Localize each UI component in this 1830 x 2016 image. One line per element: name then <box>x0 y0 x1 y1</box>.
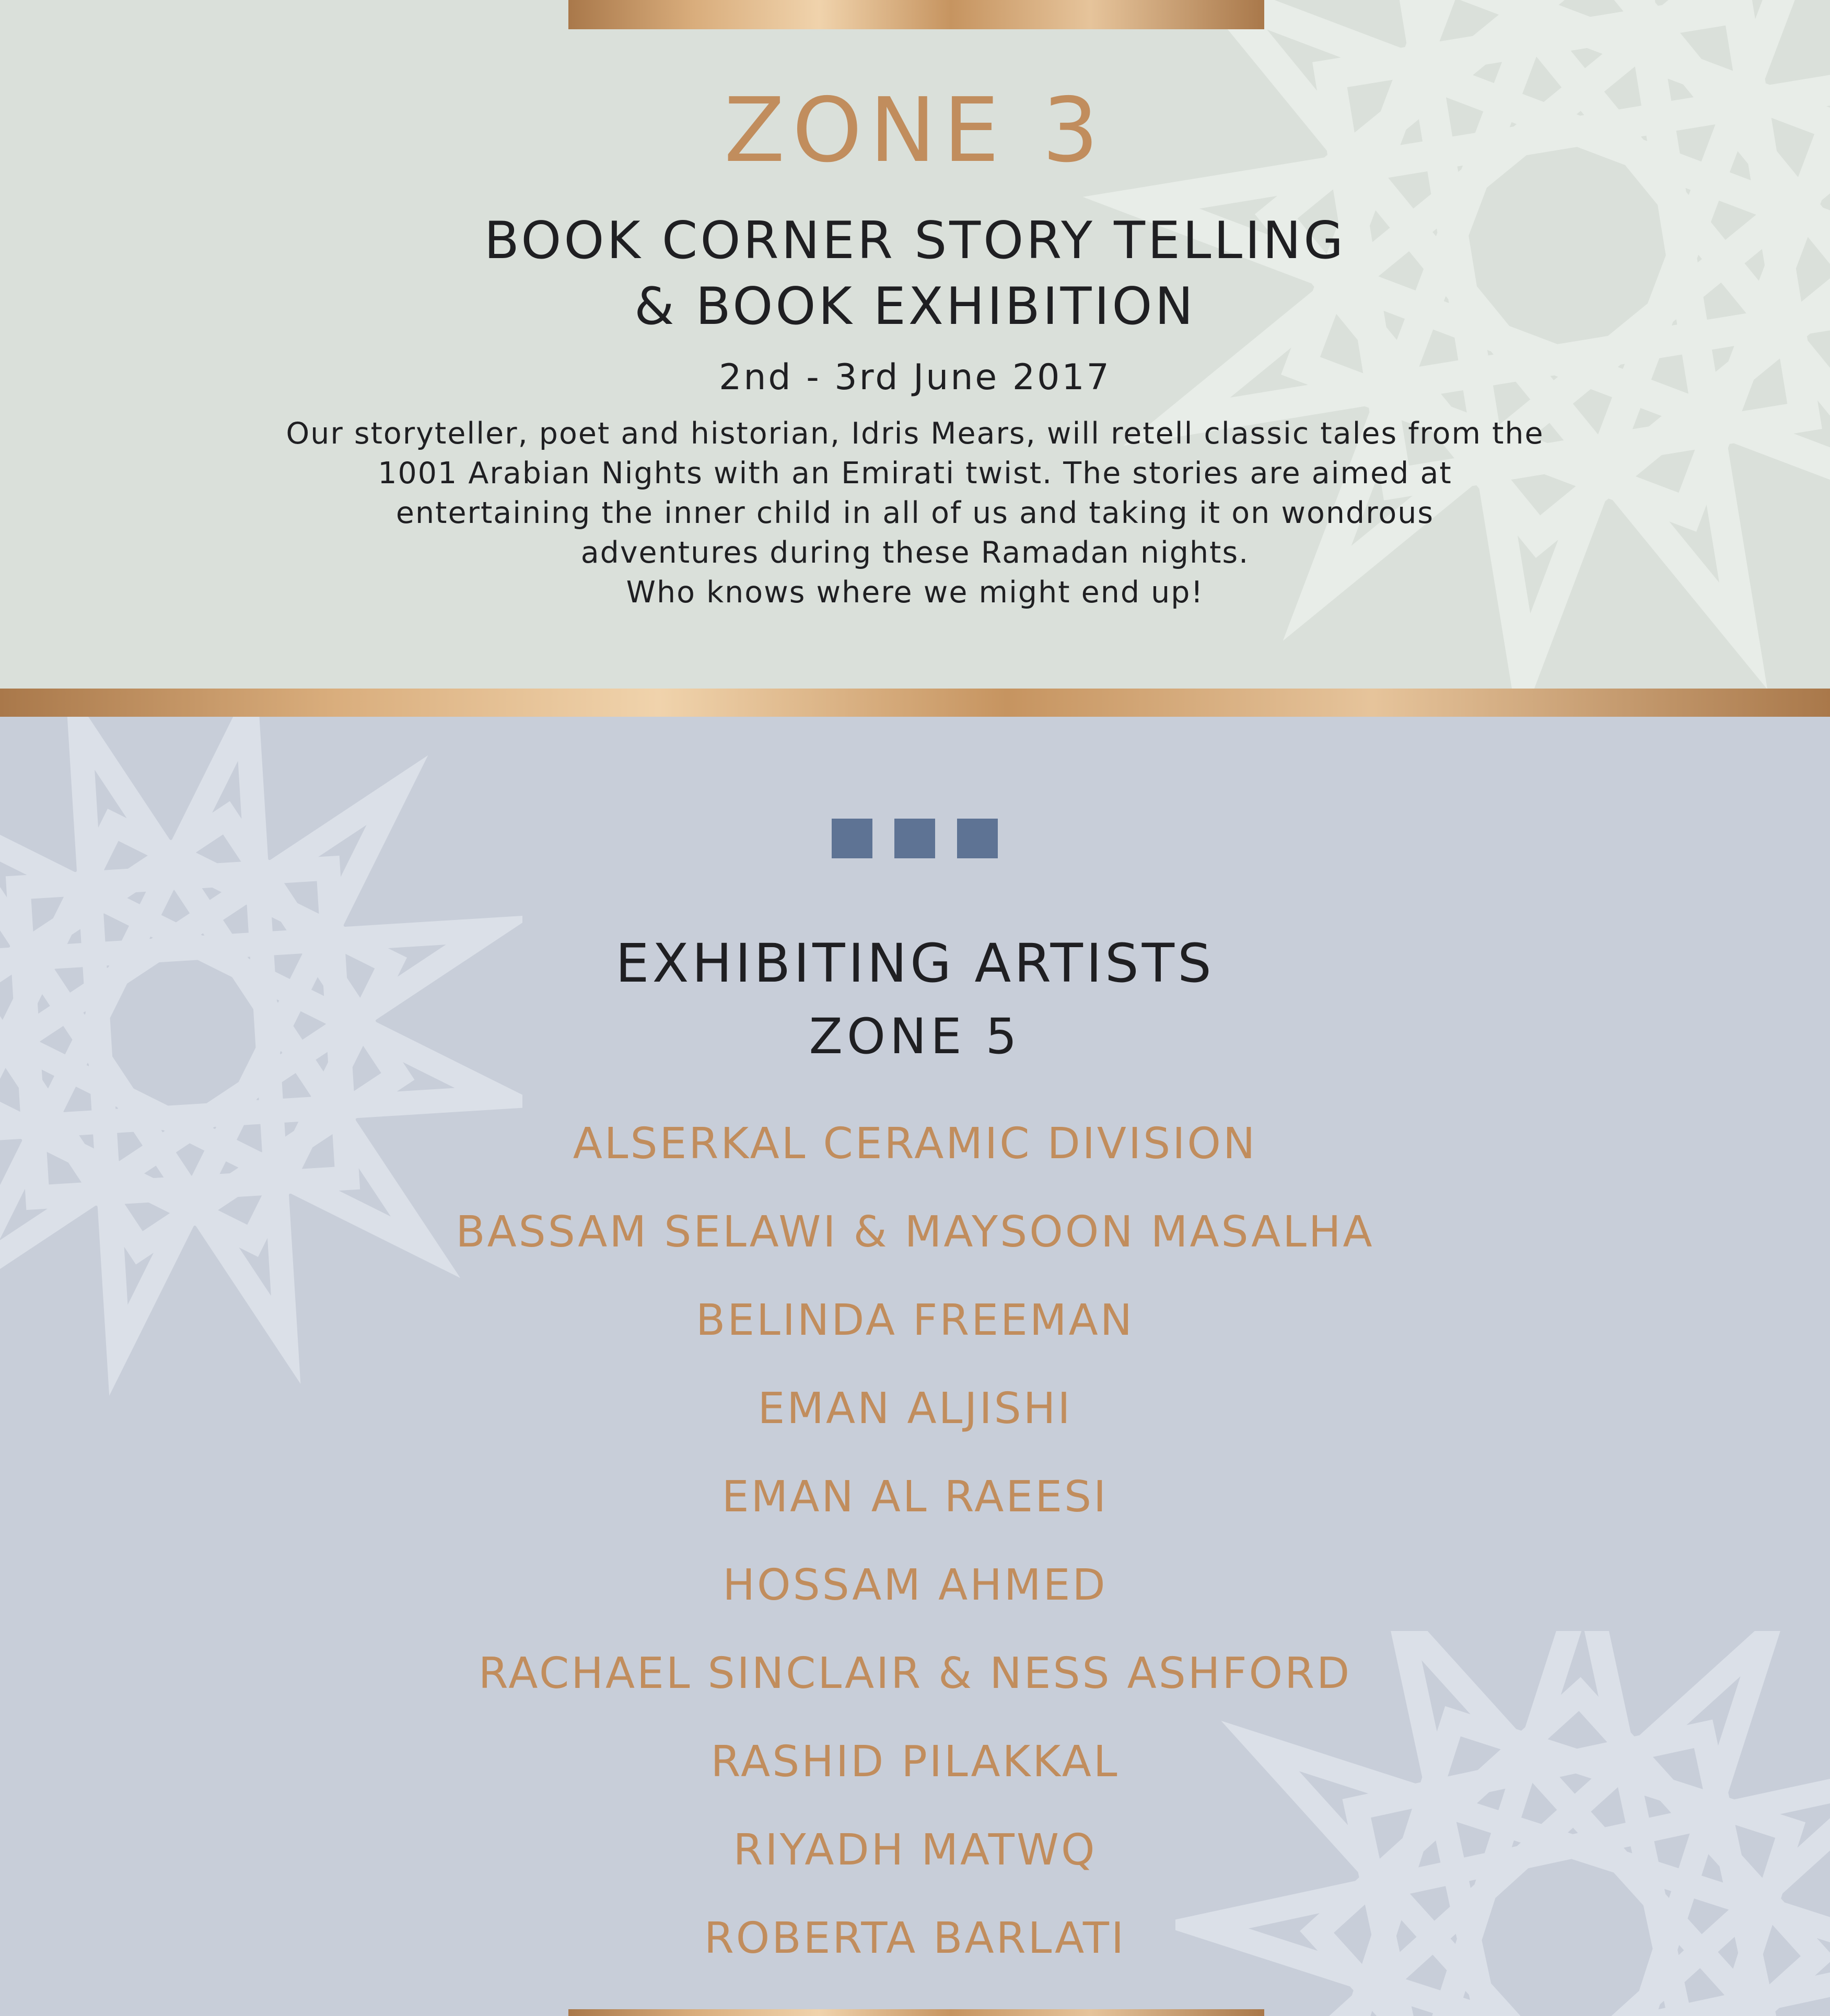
artist-list <box>0 1118 1830 2001</box>
description-line: adventures during these Ramadan nights. <box>580 535 1250 570</box>
description-line: 1001 Arabian Nights with an Emirati twist. The stories are aimed at <box>378 456 1452 491</box>
zone3-section <box>0 0 1830 689</box>
artist-name: RIYADH MATWQ <box>733 1825 1097 1875</box>
square-icon <box>957 819 998 858</box>
square-icon <box>894 819 935 858</box>
artist-name: HOSSAM AHMED <box>722 1560 1108 1610</box>
artist-name: ALSERKAL CERAMIC DIVISION <box>573 1119 1257 1169</box>
three-squares-icon <box>832 819 998 858</box>
gold-bar-bottom <box>568 2009 1264 2016</box>
gold-divider-band <box>0 689 1830 717</box>
gold-bar-top <box>568 0 1264 29</box>
artist-name: BELINDA FREEMAN <box>695 1296 1135 1345</box>
event-title-line-1: BOOK CORNER STORY TELLING <box>484 211 1346 271</box>
event-date: 2nd - 3rd June 2017 <box>719 357 1111 398</box>
event-title-line-2: & BOOK EXHIBITION <box>634 277 1196 336</box>
artist-name: BASSAM SELAWI & MAYSOON MASALHA <box>456 1207 1374 1257</box>
description-line: Our storyteller, poet and historian, Idris Mears, will retell classic tales from the <box>286 416 1544 451</box>
description-line: entertaining the inner child in all of us and taking it on wondrous <box>395 496 1435 530</box>
square-icon <box>832 819 872 858</box>
zone-title: ZONE 3 <box>724 79 1106 182</box>
event-title <box>0 208 1830 340</box>
event-description <box>0 414 1830 612</box>
artist-name: RACHAEL SINCLAIR & NESS ASHFORD <box>478 1649 1352 1698</box>
description-line: Who knows where we might end up! <box>626 575 1204 610</box>
artist-name: EMAN AL RAEESI <box>721 1472 1109 1522</box>
artists-heading: EXHIBITING ARTISTS <box>615 933 1215 995</box>
artist-name: RASHID PILAKKAL <box>710 1737 1120 1787</box>
artist-name: EMAN ALJISHI <box>757 1384 1073 1434</box>
artist-name: ROBERTA BARLATI <box>704 1914 1126 1963</box>
artists-zone-label: ZONE 5 <box>809 1008 1021 1065</box>
